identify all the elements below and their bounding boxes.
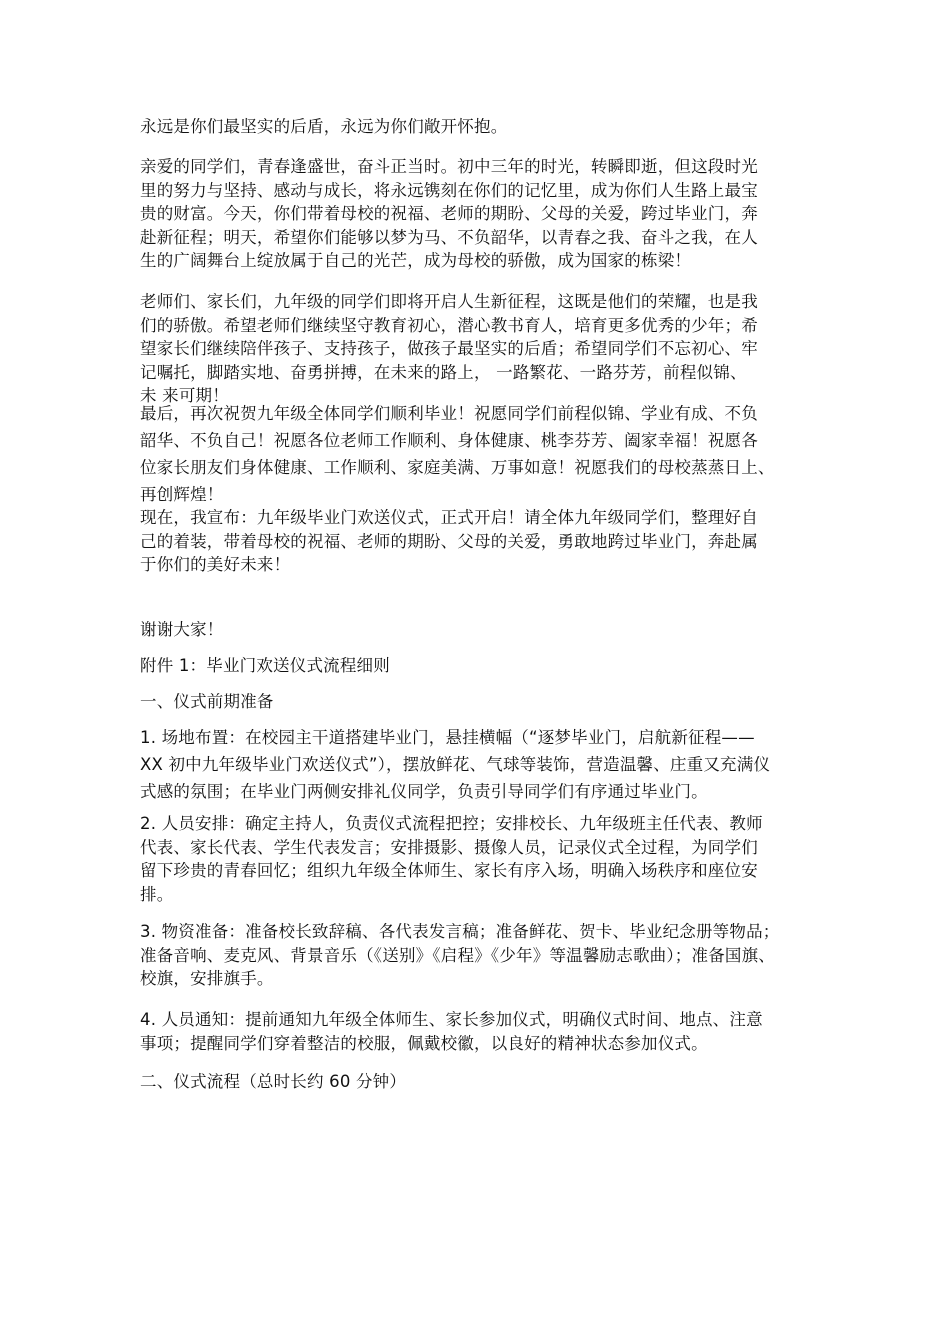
text-line: 们的骄傲。希望老师们继续坚守教育初心，潜心教书育人，培育更多优秀的少年；希	[140, 315, 758, 335]
text-line: 韶华、不负自己！祝愿各位老师工作顺利、身体健康、桃李芬芳、阖家幸福！祝愿各	[140, 431, 758, 450]
text-line: 记嘱托，脚踏实地、奋勇拼搏，在未来的路上， 一路繁花、一路芬芳，前程似锦、	[140, 362, 747, 382]
text-line: 最后，再次祝贺九年级全体同学们顺利毕业！祝愿同学们前程似锦、学业有成、不负	[140, 404, 758, 423]
paragraph	[140, 1070, 812, 1094]
text-line: 准备音响、麦克风、背景音乐（《送别》《启程》《少年》等温馨励志歌曲）；准备国旗、	[140, 945, 775, 965]
text-line: 赴新征程；明天，希望你们能够以梦为马、不负韶华，以青春之我、奋斗之我，在人	[140, 227, 758, 247]
text-line: 于你们的美好未来！	[140, 555, 291, 574]
text-line: 留下珍贵的青春回忆；组织九年级全体师生、家长有序入场，明确入场秩序和座位安	[140, 861, 758, 880]
paragraph	[140, 155, 812, 273]
text-line: 永远是你们最坚实的后盾，永远为你们敞开怀抱。	[140, 117, 508, 136]
text-line: 亲爱的同学们，青春逢盛世，奋斗正当时。初中三年的时光，转瞬即逝，但这段时光	[140, 157, 758, 176]
text-line: 3. 物资准备：准备校长致辞稿、各代表发言稿；准备鲜花、贺卡、毕业纪念册等物品；	[140, 922, 780, 941]
text-line: 老师们、家长们，九年级的同学们即将开启人生新征程，这既是他们的荣耀，也是我	[140, 292, 758, 311]
text-line: 再创辉煌！	[140, 485, 224, 504]
text-line: 校旗，安排旗手。	[140, 969, 274, 988]
paragraph	[140, 724, 812, 805]
text-line: 望家长们继续陪伴孩子、支持孩子，做孩子最坚实的后盾；希望同学们不忘初心、牢	[140, 339, 758, 358]
paragraph	[140, 400, 812, 508]
text-line: 附件 1：毕业门欢送仪式流程细则	[140, 656, 390, 675]
paragraph	[140, 812, 812, 906]
text-line: 排。	[140, 884, 174, 904]
text-line: 己的着装，带着母校的祝福、老师的期盼、父母的关爱，勇敢地跨过毕业门，奔赴属	[140, 531, 758, 551]
paragraph	[140, 618, 812, 642]
paragraph	[140, 654, 812, 678]
text-line: 4. 人员通知：提前通知九年级全体师生、家长参加仪式，明确仪式时间、地点、注意	[140, 1010, 763, 1029]
paragraph	[140, 920, 812, 991]
text-line: 生的广阔舞台上绽放属于自己的光芒，成为母校的骄傲，成为国家的栋梁！	[140, 251, 692, 270]
text-line: 二、仪式流程（总时长约 60 分钟）	[140, 1072, 407, 1091]
text-line: 2. 人员安排：确定主持人，负责仪式流程把控；安排校长、九年级班主任代表、教师	[140, 814, 763, 833]
text-line: 未 来可期！	[140, 386, 229, 405]
text-line: 位家长朋友们身体健康、工作顺利、家庭美满、万事如意！祝愿我们的母校蒸蒸日上、	[140, 458, 775, 477]
text-line: XX 初中九年级毕业门欢送仪式”），摆放鲜花、气球等装饰，营造温馨、庄重又充满仪	[140, 755, 771, 774]
text-line: 代表、家长代表、学生代表发言；安排摄影、摄像人员，记录仪式全过程，为同学们	[140, 837, 758, 857]
paragraph	[140, 506, 812, 577]
text-line: 1. 场地布置：在校园主干道搭建毕业门，悬挂横幅（“逐梦毕业门，启航新征程——	[140, 728, 755, 747]
paragraph	[140, 115, 812, 139]
text-line: 式感的氛围；在毕业门两侧安排礼仪同学，负责引导同学们有序通过毕业门。	[140, 782, 708, 801]
paragraph	[140, 690, 812, 714]
text-line: 现在，我宣布：九年级毕业门欢送仪式，正式开启！请全体九年级同学们，整理好自	[140, 508, 758, 527]
text-line: 事项；提醒同学们穿着整洁的校服，佩戴校徽，以良好的精神状态参加仪式。	[140, 1033, 708, 1053]
text-line: 贵的财富。今天，你们带着母校的祝福、老师的期盼、父母的关爱，跨过毕业门，奔	[140, 204, 758, 223]
text-line: 里的努力与坚持、感动与成长，将永远镌刻在你们的记忆里，成为你们人生路上最宝	[140, 180, 758, 200]
paragraph	[140, 1008, 812, 1055]
text-line: 一、仪式前期准备	[140, 692, 274, 711]
text-line: 谢谢大家！	[140, 620, 224, 639]
paragraph	[140, 290, 812, 408]
